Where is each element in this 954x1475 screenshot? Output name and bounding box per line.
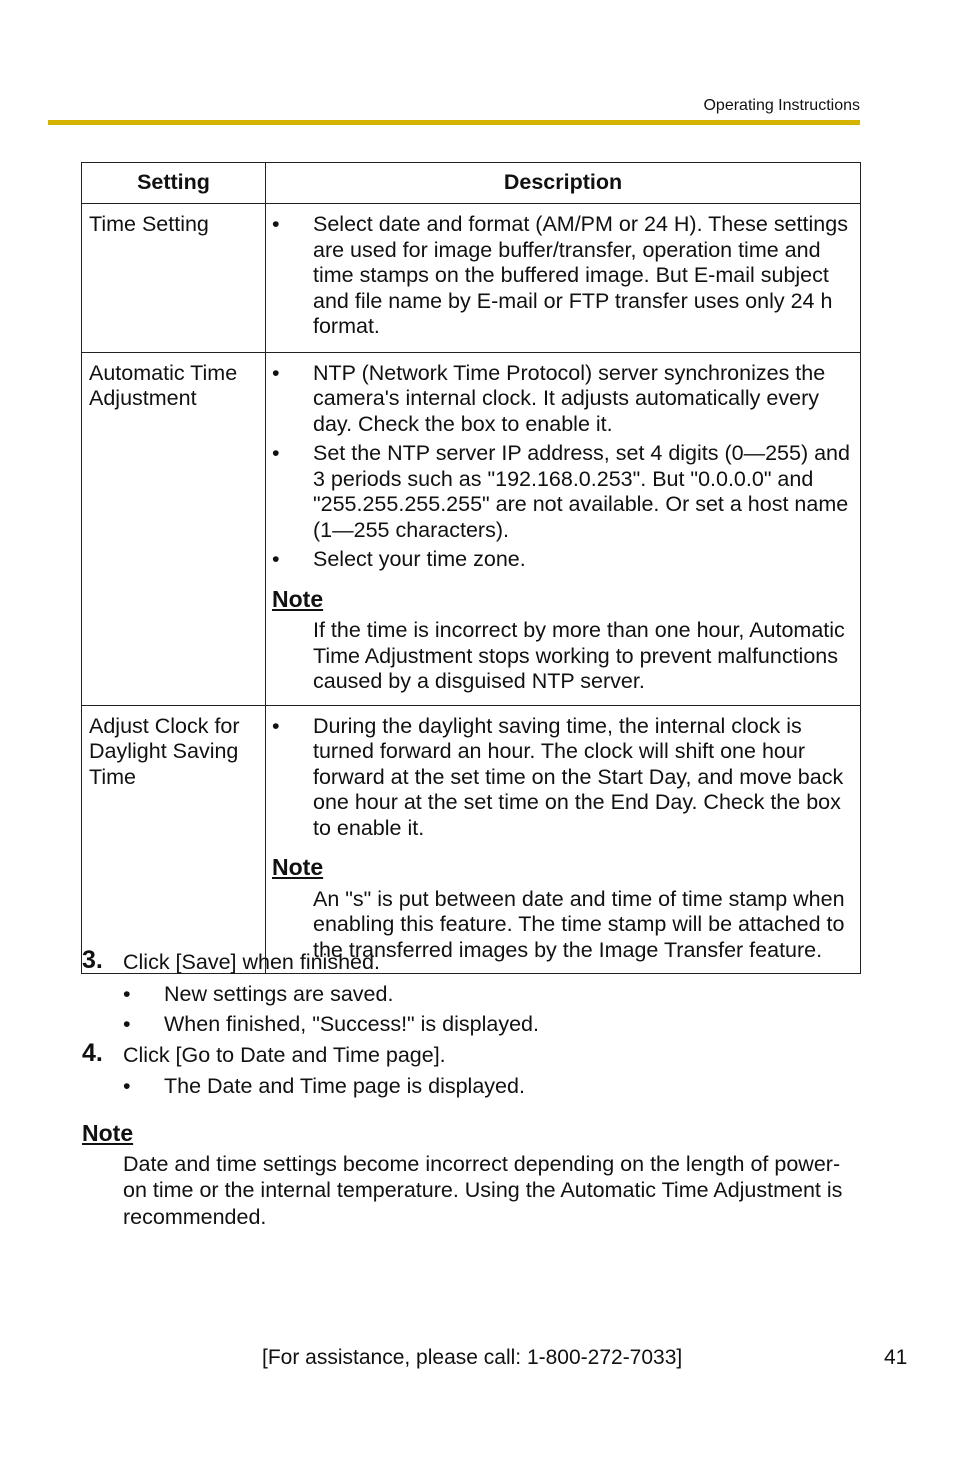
sub-item-text: When finished, "Success!" is displayed. — [164, 1012, 539, 1036]
note-title: Note — [272, 585, 324, 612]
bullet-list — [272, 714, 850, 842]
bullet-icon: • — [123, 981, 131, 1006]
table-row — [82, 352, 861, 705]
bullet-list — [272, 212, 850, 340]
step-number: 4. — [82, 1038, 103, 1067]
page-number: 41 — [884, 1346, 908, 1369]
list-item — [272, 714, 850, 842]
sub-item — [82, 982, 862, 1008]
list-item-text: Set the NTP server IP address, set 4 digits (0—255) and 3 periods such as "192.168.0.253". But "0.0.0.0" and "255.255.255.255" are not available. Or set a host name (1—255 characters). — [313, 441, 850, 542]
header-rule — [48, 120, 860, 125]
setting-name: Adjust Clock for Daylight Saving Time — [82, 705, 266, 974]
note-body: Date and time settings become incorrect depending on the length of power-on time or the internal temperature. Using the Automatic Time Adjustment is recommended. — [123, 1151, 843, 1229]
list-item — [272, 212, 850, 340]
list-item — [272, 441, 850, 543]
bullet-icon: • — [123, 1012, 131, 1036]
assistance-text: [For assistance, please call: 1-800-272-7033] — [262, 1346, 683, 1369]
setting-description — [266, 204, 861, 353]
table-row — [82, 204, 861, 353]
setting-description — [266, 352, 861, 705]
list-item-text: NTP (Network Time Protocol) server synchronizes the camera's internal clock. It adjusts automatically every day. Check the box to enable it. — [313, 360, 826, 436]
header-label: Operating Instructions — [703, 97, 860, 114]
table-row — [82, 705, 861, 974]
column-header-setting: Setting — [82, 163, 266, 204]
bullet-icon: • — [272, 360, 280, 385]
step-item — [82, 946, 862, 976]
step-text: Click [Save] when finished. — [123, 950, 380, 974]
bullet-icon: • — [272, 547, 280, 571]
setting-name: Time Setting — [82, 204, 266, 353]
note-body: If the time is incorrect by more than one hour, Automatic Time Adjustment stops working to prevent malfunctions caused by a disguised NTP server. — [313, 618, 845, 693]
setting-name: Automatic Time Adjustment — [82, 352, 266, 705]
note-title: Note — [82, 1120, 134, 1146]
step-text: Click [Go to Date and Time page]. — [123, 1042, 446, 1067]
bullet-icon: • — [123, 1074, 131, 1098]
sub-item — [82, 1012, 862, 1038]
list-item-text: During the daylight saving time, the internal clock is turned forward an hour. The clock will shift one hour forward at the set time on the Start Day, and move back one hour at the set time on the End Day. Check the box to enable it. — [313, 713, 844, 840]
bullet-icon: • — [272, 441, 280, 465]
setting-description — [266, 705, 861, 974]
sub-item — [82, 1074, 862, 1100]
note-title: Note — [272, 854, 324, 880]
sub-item-text: New settings are saved. — [164, 981, 394, 1006]
bottom-note — [82, 1120, 862, 1230]
list-item — [272, 547, 850, 573]
sub-item-text: The Date and Time page is displayed. — [164, 1074, 525, 1098]
bullet-list — [272, 361, 850, 573]
list-item — [272, 361, 850, 438]
settings-table — [81, 162, 861, 974]
bullet-icon: • — [272, 713, 280, 738]
bullet-icon: • — [272, 212, 280, 236]
step-number: 3. — [82, 946, 103, 974]
step-item — [82, 1038, 862, 1069]
note-body: An "s" is put between date and time of time stamp when enabling this feature. The time stamp will be attached to the transferred images by the Image Transfer feature. — [313, 886, 845, 962]
steps-list — [82, 946, 862, 1105]
list-item-text: Select your time zone. — [313, 547, 526, 571]
table-header-row — [82, 163, 861, 204]
column-header-description: Description — [266, 163, 861, 204]
list-item-text: Select date and format (AM/PM or 24 H). These settings are used for image buffer/transfer, operation time and time stamps on the buffered image. But E-mail subject and file name by E-mail or FTP transfer uses only 24 h format. — [313, 212, 848, 338]
